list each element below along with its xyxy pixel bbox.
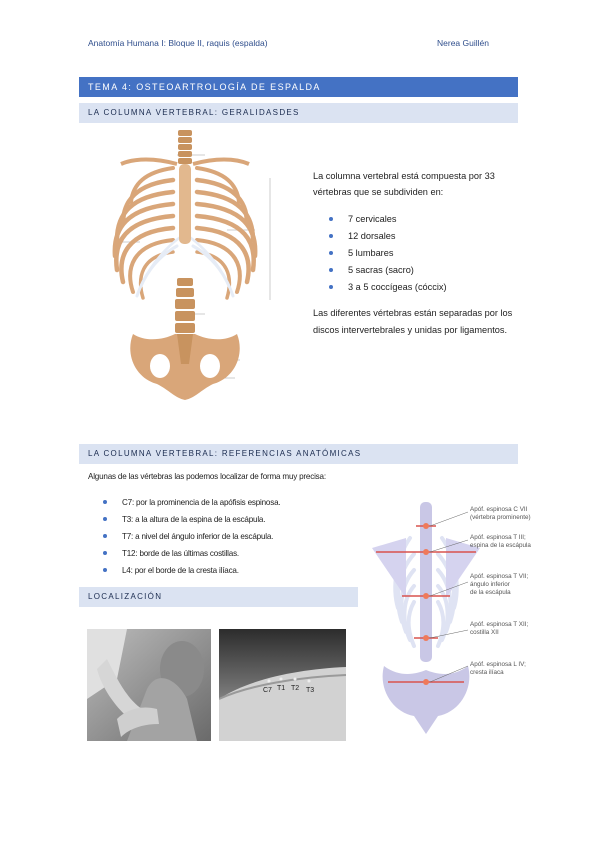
photo-label-t1: T1	[277, 685, 286, 692]
vertebrae-list	[326, 211, 447, 296]
label-c7-line1: Apóf. espinosa C VII	[470, 506, 528, 513]
photo-label-t2: T2	[291, 685, 300, 692]
photo-label-c7: C7	[263, 687, 272, 694]
list-item: C7: por la prominencia de la apófisis espinosa.	[100, 494, 280, 511]
skeleton-back-figure	[362, 498, 552, 744]
list-item: T3: a la altura de la espina de la escápula.	[100, 511, 280, 528]
label-t7-line3: de la escápula	[470, 589, 511, 596]
photo-label-t3: T3	[306, 687, 315, 694]
list-item: 5 lumbares	[326, 245, 447, 262]
section1-intro-line2: vértebras que se subdividen en:	[313, 187, 444, 197]
label-t7-line2: ángulo inferior	[470, 581, 510, 588]
label-t3-line1: Apóf. espinosa T III;	[470, 534, 526, 541]
label-t7-line1: Apóf. espinosa T VII;	[470, 573, 529, 580]
section-title-generalidades: LA COLUMNA VERTEBRAL: GERALIDASDES	[79, 103, 518, 123]
list-item: 7 cervicales	[326, 211, 447, 228]
palpation-photo-neck	[219, 629, 346, 741]
label-l4-line1: Apóf. espinosa L IV;	[470, 661, 526, 668]
skeleton-front-figure	[85, 128, 290, 406]
label-l4-line2: cresta ilíaca	[470, 669, 504, 676]
label-t12-line2: costilla XII	[470, 629, 499, 636]
list-item: 3 a 5 coccígeas (cóccix)	[326, 279, 447, 296]
header-left: Anatomía Humana I: Bloque II, raquis (espalda)	[88, 38, 268, 48]
label-t3-line2: espina de la escápula	[470, 542, 531, 549]
list-item: T7: a nivel del ángulo inferior de la escápula.	[100, 528, 280, 545]
label-t12-line1: Apóf. espinosa T XII;	[470, 621, 529, 628]
list-item: 12 dorsales	[326, 228, 447, 245]
section-title-localizacion: LOCALIZACIÓN	[79, 587, 358, 607]
list-item: T12: borde de las últimas costillas.	[100, 545, 280, 562]
tema-title: TEMA 4: OSTEOARTROLOGÍA DE ESPALDA	[79, 77, 518, 97]
section1-intro-line1: La columna vertebral está compuesta por 33	[313, 171, 495, 181]
palpation-photo-hands	[87, 629, 211, 741]
section1-outro-line1: Las diferentes vértebras están separadas por los	[313, 308, 513, 318]
section2-intro: Algunas de las vértebras las podemos localizar de forma muy precisa:	[88, 472, 326, 481]
label-c7-line2: (vértebra prominente)	[470, 514, 531, 521]
section1-outro-line2: discos intervertebrales y unidas por ligamentos.	[313, 325, 508, 335]
list-item: 5 sacras (sacro)	[326, 262, 447, 279]
header-right: Nerea Guillén	[437, 38, 489, 48]
section-title-referencias: LA COLUMNA VERTEBRAL: REFERENCIAS ANATÓMICAS	[79, 444, 518, 464]
landmarks-list	[100, 494, 280, 579]
list-item: L4: por el borde de la cresta ilíaca.	[100, 562, 280, 579]
